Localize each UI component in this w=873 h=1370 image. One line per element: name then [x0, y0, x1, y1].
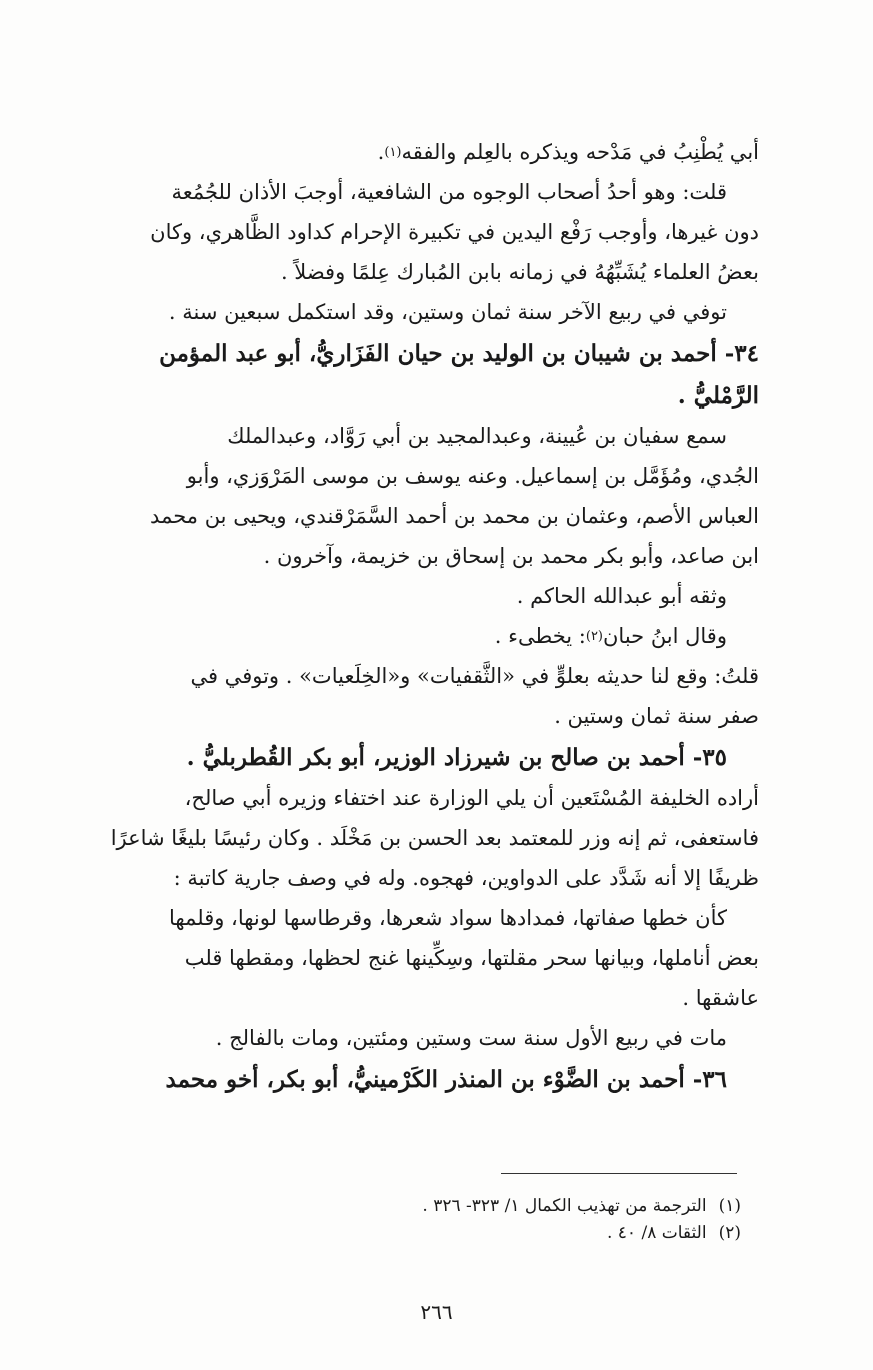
text-line: أراده الخليفة المُسْتَعين أن يلي الوزارة عند اختفاء وزيره أبي صالح، [184, 786, 759, 811]
entry-heading: ٣٦- أحمد بن الضَّوْء بن المنذر الكَرْمينيُّ، أبو بكر، أخو محمد [165, 1066, 727, 1094]
entry-heading: الرَّمْليُّ . [677, 382, 759, 410]
text-line: دون غيرها، وأوجب رَفْع اليدين في تكبيرة الإحرام كداود الظَّاهري، وكان [150, 220, 759, 245]
page-number: ٢٦٦ [420, 1300, 453, 1324]
text-line: بعض أناملها، وبيانها سحر مقلتها، وسِكِّينها غنج لحظها، ومقطها قلب [184, 946, 759, 971]
text-line: وثقه أبو عبدالله الحاكم . [516, 584, 727, 609]
text-line: سمع سفيان بن عُيينة، وعبدالمجيد بن أبي رَوَّاد، وعبدالملك [227, 424, 727, 449]
text-line: قلت: وهو أحدُ أصحاب الوجوه من الشافعية، أوجبَ الأذان للجُمُعة [171, 180, 727, 205]
text-line: توفي في ربيع الآخر سنة ثمان وستين، وقد استكمل سبعين سنة . [168, 300, 727, 325]
text-line: وقال ابنُ حبان (٢) : يخطىء . [494, 624, 727, 649]
footnote [300, 1220, 741, 1247]
text-line: العباس الأصم، وعثمان بن محمد بن أحمد السَّمَرْقندي، ويحيى بن محمد [150, 504, 759, 529]
text-line: ابن صاعد، وأبو بكر محمد بن إسحاق بن خزيمة، وآخرون . [263, 544, 759, 569]
text-line: بعضُ العلماء يُشَبِّهُهُ في زمانه بابن المُبارك عِلمًا وفضلاً . [280, 260, 759, 285]
text-line: عاشقها . [682, 986, 759, 1011]
footnote-number: (٢) [718, 1222, 741, 1243]
text-line: كأن خطها صفاتها، فمدادها سواد شعرها، وقرطاسها لونها، وقلمها [169, 906, 727, 931]
footnote [300, 1193, 741, 1220]
footnote-number: (١) [718, 1195, 741, 1216]
text-line: ظريفًا إلا أنه شَدَّد على الدواوين، فهجوه. وله في وصف جارية كاتبة : [173, 866, 759, 891]
footnote-divider [501, 1173, 737, 1174]
footnotes [300, 1193, 741, 1247]
text-line: أبي يُطْنِبُ في مَدْحه ويذكره بالعِلم والفقه (١) . [377, 140, 759, 165]
text-line: الجُدي، ومُؤَمَّل بن إسماعيل. وعنه يوسف بن موسى المَرْوَزي، وأبو [186, 464, 759, 489]
text-line: مات في ربيع الأول سنة ست وستين ومئتين، ومات بالفالج . [215, 1026, 727, 1051]
text-line: فاستعفى، ثم إنه وزر للمعتمد بعد الحسن بن مَخْلَد . وكان رئيسًا بليغًا شاعرًا [110, 826, 759, 851]
entry-heading: ٣٥- أحمد بن صالح بن شيرزاد الوزير، أبو بكر القُطربليُّ . [186, 744, 727, 772]
body-text [36, 133, 759, 1101]
footnote-text: الترجمة من تهذيب الكمال ١/ ٣٢٣- ٣٢٦ . [422, 1195, 707, 1216]
text-line: قلتُ: وقع لنا حديثه بعلوٍّ في «الثَّقفيات» و«الخِلَعيات» . وتوفي في [190, 664, 759, 689]
entry-heading: ٣٤- أحمد بن شيبان بن الوليد بن حيان الفَزَاريُّ، أبو عبد المؤمن [159, 340, 759, 368]
text-line: صفر سنة ثمان وستين . [554, 704, 759, 729]
footnote-text: الثقات ٨/ ٤٠ . [606, 1222, 707, 1243]
